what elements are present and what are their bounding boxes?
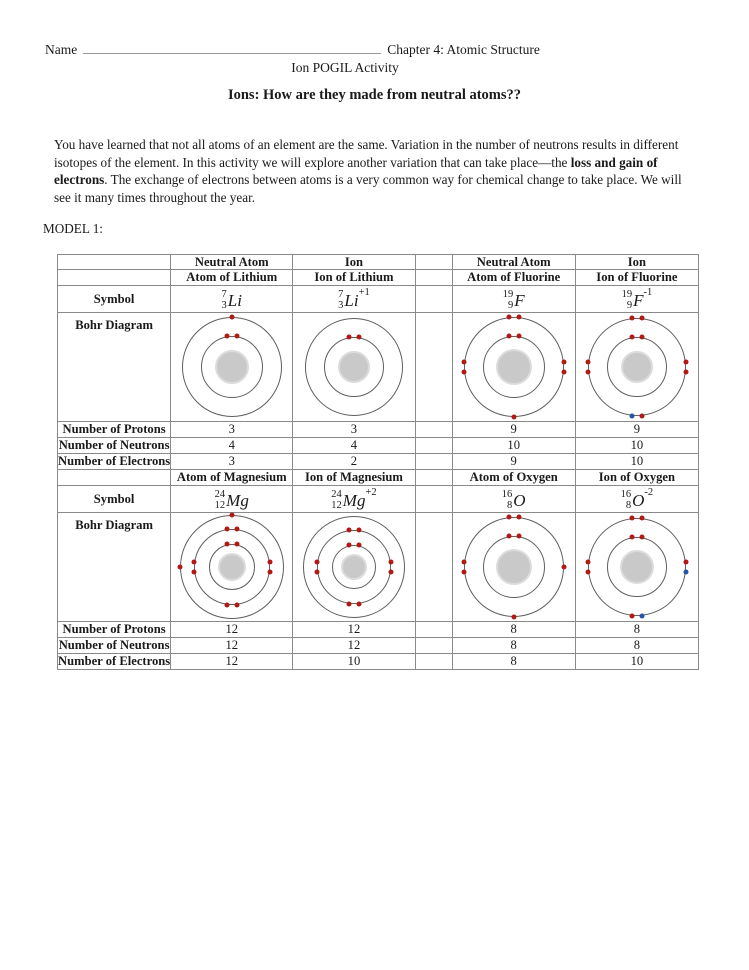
table-row-protons-1 (58, 422, 699, 438)
electron-dot (314, 559, 319, 564)
isotope-numbers (215, 489, 226, 512)
atomic-number: 3 (221, 300, 227, 312)
bohr-diagram-oxygen-ion (583, 513, 691, 621)
group-header-neutral-atom-f: Neutral Atom (452, 255, 575, 270)
table-row-electrons-1 (58, 454, 699, 470)
electron-dot (388, 559, 393, 564)
nucleus (621, 351, 653, 383)
electrons-lithium-atom: 3 (171, 454, 293, 470)
table-row-group-headers-1 (58, 255, 699, 270)
neutrons-magnesium-ion: 12 (293, 637, 415, 653)
symbol-cell-magnesium-atom (171, 485, 293, 512)
protons-lithium-atom: 3 (171, 422, 293, 438)
nucleus (218, 553, 246, 581)
mass-number: 19 (502, 288, 514, 300)
electron-dot (461, 569, 466, 574)
model-1-label: MODEL 1: (43, 221, 103, 236)
atomic-number: 9 (507, 300, 514, 312)
isotope-symbol (503, 289, 525, 312)
electron-dot (191, 559, 196, 564)
isotope-symbol (338, 286, 370, 312)
nucleus (341, 554, 367, 580)
electron-dot (516, 533, 521, 538)
neutrons-fluorine-atom: 10 (452, 438, 575, 454)
gained-electron-dot (683, 569, 688, 574)
spacer-cell (415, 653, 452, 669)
bohr-cell-fluorine-atom (452, 313, 575, 422)
element-symbol: Mg (226, 490, 249, 510)
electron-dot (224, 334, 229, 339)
electron-dot (461, 360, 466, 365)
isotope-symbol (620, 486, 654, 512)
bohr-diagram-lithium-atom (178, 313, 286, 421)
electron-dot (346, 335, 351, 340)
spacer-cell (415, 285, 452, 312)
ion-charge: +1 (358, 286, 370, 298)
row-label-symbol: Symbol (58, 285, 171, 312)
ion-charge: +2 (365, 486, 377, 498)
electron-dot (629, 534, 634, 539)
electron-dot (346, 601, 351, 606)
bohr-diagram-oxygen-atom (460, 513, 568, 621)
row-label-bohr-diagram: Bohr Diagram (58, 313, 171, 422)
group-header-ion-li: Ion (293, 255, 415, 270)
row-label-neutrons: Number of Neutrons (58, 438, 170, 453)
table-row-neutrons-1 (58, 438, 699, 454)
bohr-diagram-magnesium-atom (178, 513, 286, 621)
electron-dot (229, 315, 234, 320)
chapter-label: Chapter 4: Atomic Structure (387, 42, 540, 57)
mass-number: 19 (621, 288, 633, 300)
atomic-number: 3 (338, 300, 344, 312)
electron-dot (629, 613, 634, 618)
species-header-atom-magnesium: Atom of Magnesium (171, 470, 293, 485)
group-header-ion-f: Ion (575, 255, 698, 270)
mass-number: 16 (501, 488, 513, 500)
electron-dot (346, 527, 351, 532)
protons-oxygen-ion: 8 (575, 621, 698, 637)
empty-cell (58, 470, 171, 485)
neutrons-lithium-ion: 4 (293, 438, 415, 454)
bohr-diagram-lithium-ion (300, 313, 408, 421)
bohr-cell-oxygen-ion (575, 512, 698, 621)
electron-dot (356, 527, 361, 532)
name-label: Name (45, 42, 78, 57)
table-row-protons-2 (58, 621, 699, 637)
electron-dot (683, 559, 688, 564)
electron-dot (506, 514, 511, 519)
electron-dot (506, 533, 511, 538)
mass-number: 7 (338, 288, 344, 300)
electron-dot (506, 315, 511, 320)
species-header-atom-lithium: Atom of Lithium (171, 270, 293, 285)
bohr-diagram-fluorine-atom (460, 313, 568, 421)
atomic-number: 9 (626, 300, 633, 312)
element-symbol: F (633, 291, 644, 311)
electron-dot (234, 334, 239, 339)
table-row-symbol-2 (58, 485, 699, 512)
electron-dot (639, 534, 644, 539)
electron-dot (511, 614, 516, 619)
isotope-symbol (331, 486, 377, 512)
table-row-species-headers-1 (58, 270, 699, 285)
electron-dot (314, 569, 319, 574)
symbol-cell-fluorine-ion (575, 285, 698, 312)
electron-dot (224, 602, 229, 607)
row-label-neutrons: Number of Neutrons (58, 638, 170, 653)
electrons-fluorine-atom: 9 (452, 454, 575, 470)
bohr-cell-magnesium-ion (293, 512, 415, 621)
protons-fluorine-ion: 9 (575, 422, 698, 438)
symbol-cell-fluorine-atom (452, 285, 575, 312)
electron-dot (639, 414, 644, 419)
intro-bold-phrase: loss and gain of electrons (54, 154, 658, 188)
isotope-numbers (621, 489, 632, 512)
table-row-bohr-2 (58, 512, 699, 621)
electron-dot (356, 335, 361, 340)
electron-dot (506, 334, 511, 339)
electron-dot (267, 559, 272, 564)
nucleus (215, 350, 249, 384)
bohr-cell-lithium-atom (171, 313, 293, 422)
intro-text-part1: You have learned that not all atoms of an element are the same. Variation in the number of neutrons results in different isotopes of the element. In this activity we will explore another variation that can take place—the (54, 137, 679, 170)
element-symbol: F (514, 291, 525, 311)
isotope-numbers (338, 289, 343, 312)
neutrons-fluorine-ion: 10 (575, 438, 698, 454)
element-symbol: O (632, 490, 645, 510)
row-label-electrons: Number of Electrons (58, 654, 171, 669)
element-symbol: Mg (342, 490, 366, 510)
spacer-cell (415, 512, 452, 621)
electron-dot (516, 315, 521, 320)
page-header (45, 42, 705, 76)
electron-dot (234, 541, 239, 546)
mass-number: 24 (331, 488, 342, 500)
protons-magnesium-atom: 12 (171, 621, 293, 637)
electron-dot (561, 564, 566, 569)
isotope-symbol (621, 286, 653, 312)
row-label-electrons: Number of Electrons (58, 454, 171, 469)
electron-dot (561, 360, 566, 365)
electrons-oxygen-ion: 10 (575, 653, 698, 669)
intro-text-part2: . The exchange of electrons between atoms is a very common way for chemical change to take place. We will see it many times throughout the year. (54, 172, 682, 206)
electron-dot (561, 370, 566, 375)
nucleus (496, 349, 532, 385)
species-header-atom-fluorine: Atom of Fluorine (452, 270, 575, 285)
symbol-cell-magnesium-ion (293, 485, 415, 512)
mass-number: 24 (214, 488, 226, 500)
corner-cell (58, 255, 171, 270)
electron-dot (234, 526, 239, 531)
electron-dot (683, 370, 688, 375)
electron-dot (191, 569, 196, 574)
atomic-number: 8 (507, 499, 513, 511)
table-row-symbol-1 (58, 285, 699, 312)
table-row-electrons-2 (58, 653, 699, 669)
species-header-ion-lithium: Ion of Lithium (293, 270, 415, 285)
protons-magnesium-ion: 12 (293, 621, 415, 637)
electron-dot (177, 564, 182, 569)
gained-electron-dot (629, 414, 634, 419)
bohr-cell-oxygen-atom (452, 512, 575, 621)
isotope-numbers (622, 289, 633, 312)
electron-dot (629, 515, 634, 520)
element-symbol: O (513, 490, 526, 510)
neutrons-magnesium-atom: 12 (171, 637, 293, 653)
bohr-cell-magnesium-atom (171, 512, 293, 621)
row-label-bohr-diagram: Bohr Diagram (58, 512, 171, 621)
electron-dot (639, 335, 644, 340)
species-header-ion-oxygen: Ion of Oxygen (575, 470, 698, 485)
ion-charge: -2 (644, 486, 654, 498)
page-title: Ions: How are they made from neutral atoms?? (227, 87, 522, 103)
electron-dot (224, 526, 229, 531)
isotope-symbol (222, 289, 242, 312)
element-symbol: Li (344, 291, 359, 311)
mass-number: 7 (221, 288, 227, 300)
isotope-symbol (502, 489, 526, 512)
spacer-cell (415, 313, 452, 422)
species-header-ion-fluorine: Ion of Fluorine (575, 270, 698, 285)
electron-dot (639, 515, 644, 520)
electron-dot (585, 569, 590, 574)
spacer-cell (415, 438, 452, 454)
intro-paragraph (54, 136, 700, 207)
atomic-number: 12 (214, 499, 226, 511)
electron-dot (267, 569, 272, 574)
table-row-species-headers-2 (58, 470, 699, 485)
protons-fluorine-atom: 9 (452, 422, 575, 438)
electron-dot (388, 569, 393, 574)
spacer-cell (415, 485, 452, 512)
electron-dot (585, 559, 590, 564)
electron-dot (234, 602, 239, 607)
bohr-diagram-fluorine-ion (583, 313, 691, 421)
row-label-symbol: Symbol (58, 485, 171, 512)
bohr-diagram-magnesium-ion (300, 513, 408, 621)
neutrons-oxygen-atom: 8 (452, 637, 575, 653)
electrons-fluorine-ion: 10 (575, 454, 698, 470)
electron-dot (229, 512, 234, 517)
electron-dot (585, 360, 590, 365)
electron-dot (346, 542, 351, 547)
electron-dot (356, 542, 361, 547)
element-symbol: Li (227, 291, 242, 311)
electron-dot (224, 541, 229, 546)
electron-dot (639, 316, 644, 321)
isotope-numbers (222, 289, 227, 312)
electron-dot (585, 370, 590, 375)
name-blank-line[interactable] (83, 42, 381, 54)
protons-oxygen-atom: 8 (452, 621, 575, 637)
species-header-ion-magnesium: Ion of Magnesium (293, 470, 415, 485)
isotope-numbers (503, 289, 514, 312)
spacer-cell (415, 255, 452, 270)
electron-dot (629, 316, 634, 321)
nucleus (338, 351, 370, 383)
isotope-symbol (215, 489, 249, 512)
symbol-cell-oxygen-atom (452, 485, 575, 512)
row-label-protons: Number of Protons (58, 621, 171, 637)
electrons-lithium-ion: 2 (293, 454, 415, 470)
electron-dot (461, 559, 466, 564)
group-header-neutral-atom-li: Neutral Atom (171, 255, 293, 270)
bohr-cell-lithium-ion (293, 313, 415, 422)
spacer-cell (415, 621, 452, 637)
spacer-cell (415, 637, 452, 653)
electron-dot (511, 415, 516, 420)
model-1-table (57, 254, 699, 670)
electron-dot (516, 334, 521, 339)
spacer-cell (415, 422, 452, 438)
nucleus (620, 550, 654, 584)
spacer-cell (415, 470, 452, 485)
electrons-oxygen-atom: 8 (452, 653, 575, 669)
electron-dot (629, 335, 634, 340)
isotope-numbers (331, 489, 342, 512)
gained-electron-dot (639, 613, 644, 618)
species-header-atom-oxygen: Atom of Oxygen (452, 470, 575, 485)
electron-dot (356, 601, 361, 606)
empty-cell (58, 270, 171, 285)
nucleus (496, 549, 532, 585)
table-row-neutrons-2 (58, 637, 699, 653)
spacer-cell (415, 454, 452, 470)
electrons-magnesium-atom: 12 (171, 653, 293, 669)
symbol-cell-lithium-ion (293, 285, 415, 312)
row-label-protons: Number of Protons (58, 422, 171, 438)
electrons-magnesium-ion: 10 (293, 653, 415, 669)
symbol-cell-oxygen-ion (575, 485, 698, 512)
table-row-bohr-1 (58, 313, 699, 422)
electron-dot (516, 514, 521, 519)
atomic-number: 12 (331, 499, 342, 511)
atomic-number: 8 (625, 499, 632, 511)
symbol-cell-lithium-atom (171, 285, 293, 312)
electron-dot (683, 360, 688, 365)
protons-lithium-ion: 3 (293, 422, 415, 438)
bohr-cell-fluorine-ion (575, 313, 698, 422)
neutrons-lithium-atom: 4 (171, 438, 293, 454)
neutrons-oxygen-ion: 8 (575, 637, 698, 653)
activity-label: Ion POGIL Activity (291, 60, 399, 75)
ion-charge: -1 (643, 286, 653, 298)
spacer-cell (415, 270, 452, 285)
electron-dot (461, 370, 466, 375)
mass-number: 16 (620, 488, 632, 500)
isotope-numbers (502, 489, 513, 512)
